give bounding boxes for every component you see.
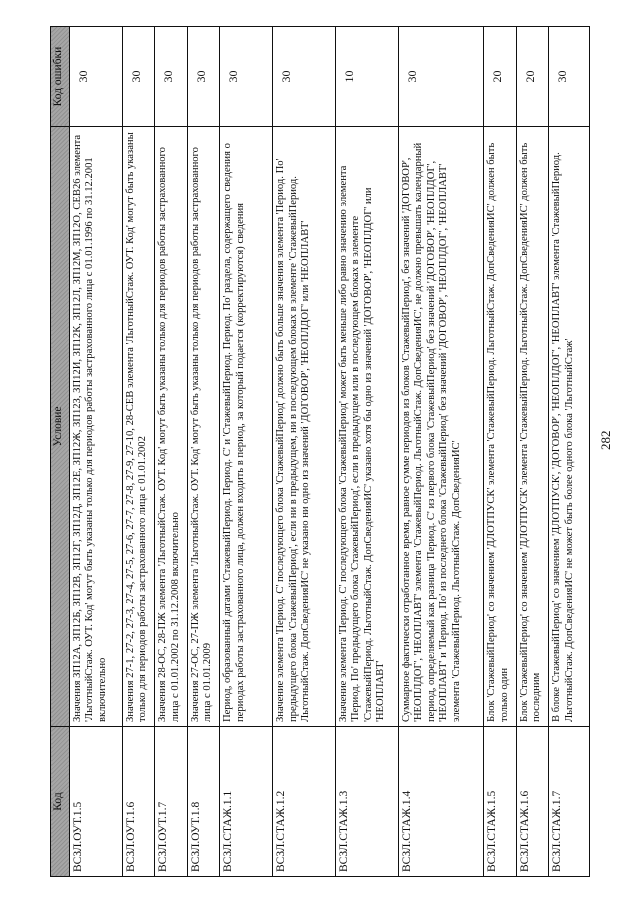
row-code: ВСЗЛ.ОУТ.1.6 [122,727,155,877]
row-error-code: 20 [484,27,517,127]
table-row [220,27,273,877]
row-error-code: 30 [122,27,155,127]
table-row [70,27,123,877]
row-code: ВСЗЛ.ОУТ.1.7 [155,727,188,877]
row-error-code: 30 [155,27,188,127]
header-condition: Условие [51,127,70,727]
rotated-table-container [50,27,590,877]
row-condition: Значения ЗП12А, ЗП12Б, ЗП12В, ЗП12Г, ЗП12Д, ЗП12Е, ЗП12Ж, ЗП12З, ЗП12И, ЗП12К, ЗП12Л, ЗП12М, ЗП12О, СЕВ26 элемента 'ЛьготныйСтаж. ОУТ. Код' могут быть указаны только для периодов работы застрахованного лица с 01.01.1996 по 31.12.2001 включительно [70,127,123,727]
row-error-code: 30 [273,27,336,127]
row-condition: Значения 28-ОС, 28-ПЖ элемента 'ЛьготныйСтаж. ОУТ. Код' могут быть указаны только для периодов работы застрахованного лица с 01.01.2002 по 31.12.2008 включительно [155,127,188,727]
row-code: ВСЗЛ.СТАЖ.1.1 [220,727,273,877]
row-error-code: 20 [516,27,549,127]
row-code: ВСЗЛ.ОУТ.1.8 [187,727,220,877]
row-error-code: 30 [399,27,484,127]
row-condition: Блок 'СтажевыйПериод' со значением 'ДЛОТПУСК' элемента 'СтажевыйПериод. ЛьготныйСтаж. ДопСведенияИС' должен быть только один [484,127,517,727]
row-code: ВСЗЛ.СТАЖ.1.4 [399,727,484,877]
table-row [484,27,517,877]
table-row [187,27,220,877]
header-code: Код [51,727,70,877]
row-error-code: 10 [336,27,399,127]
row-code: ВСЗЛ.СТАЖ.1.5 [484,727,517,877]
row-code: ВСЗЛ.ОУТ.1.5 [70,727,123,877]
row-error-code: 30 [220,27,273,127]
row-condition: Значение элемента 'Период. С' последующего блока 'СтажевыйПериод' должно быть больше значения элемента 'Период. По' предыдущего блока 'СтажевыйПериод', если ни в предыдущем, ни в последующем блоках в элементе 'СтажевыйПериод. ЛьготныйСтаж. ДопСведенияИС' не указано ни одно из значений 'ДОГОВОР', 'НЕОПЛДОГ' или 'НЕОПЛАВТ' [273,127,336,727]
table-row [273,27,336,877]
row-code: ВСЗЛ.СТАЖ.1.2 [273,727,336,877]
row-error-code: 30 [549,27,590,127]
row-condition: Значение элемента 'Период. С' последующего блока 'СтажевыйПериод' может быть меньше либо равно значению элемента 'Период. По' предыдущего блока 'СтажевыйПериод', если в предыдущем или в последующем блоках в элементе 'СтажевыйПериод. ЛьготныйСтаж. ДопСведенияИС' указано хотя бы одно из значений 'ДОГОВОР', 'НЕОПЛДОГ' или 'НЕОПЛАВТ' [336,127,399,727]
row-condition: Суммарное фактически отработанное время, равное сумме периодов из блоков 'СтажевыйПериод', без значений 'ДОГОВОР', 'НЕОПЛДОГ', 'НЕОПЛАВТ' элемента 'СтажевыйПериод. ЛьготныйСтаж. ДопСведенияИС', не должно превышать календарный период, определяемый как разница 'Период. С' из первого блока 'СтажевыйПериод' без значений 'ДОГОВОР', 'НЕОПЛДОГ', 'НЕОПЛАВТ' и 'Период. По' из последнего блока 'СтажевыйПериод' без значений 'ДОГОВОР', 'НЕОПЛДОГ', 'НЕОПЛАВТ' элемента 'СтажевыйПериод. ЛьготныйСтаж. ДопСведенияИС' [399,127,484,727]
table-row [549,27,590,877]
table-row [516,27,549,877]
header-error-code: Код ошибки [51,27,70,127]
row-condition: Блок 'СтажевыйПериод' со значением 'ДЛОТПУСК' элемента 'СтажевыйПериод. ЛьготныйСтаж. ДопСведенияИС' должен быть последним [516,127,549,727]
row-error-code: 30 [187,27,220,127]
table-header-row [51,27,70,877]
row-code: ВСЗЛ.СТАЖ.1.6 [516,727,549,877]
row-condition: Значения 27-1, 27-2, 27-3, 27-4, 27-5, 27-6, 27-7, 27-8, 27-9, 27-10, 28-СЕВ элемента 'ЛьготныйСтаж. ОУТ. Код' могут быть указаны только для периодов работы застрахованного лица с 01.01.2002 [122,127,155,727]
table-row [336,27,399,877]
row-condition: Значения 27-ОС, 27-ПЖ элемента 'ЛьготныйСтаж. ОУТ. Код' могут быть указаны только для периодов работы застрахованного лица с 01.01.2009 [187,127,220,727]
table-row [155,27,188,877]
row-condition: Период, образованный датами 'СтажевыйПериод. Период. С' и 'СтажевыйПериод. Период. По' раздела, содержащего сведения о периодах работы застрахованного лица, должен входить в период, за который подается (корректируются) сведения [220,127,273,727]
table-row [399,27,484,877]
validation-rules-table [50,26,590,877]
row-condition: В блоке 'СтажевыйПериод' со значением 'ДЛОТПУСК', 'ДОГОВОР', 'НЕОПЛДОГ', 'НЕОПЛАВТ' элемента 'СтажевыйПериод. ЛьготныйСтаж. ДопСведенияИС' не может быть более одного блока 'ЛьготныйСтаж' [549,127,590,727]
row-code: ВСЗЛ.СТАЖ.1.3 [336,727,399,877]
row-error-code: 30 [70,27,123,127]
page-number: 282 [598,430,613,450]
row-code: ВСЗЛ.СТАЖ.1.7 [549,727,590,877]
table-row [122,27,155,877]
